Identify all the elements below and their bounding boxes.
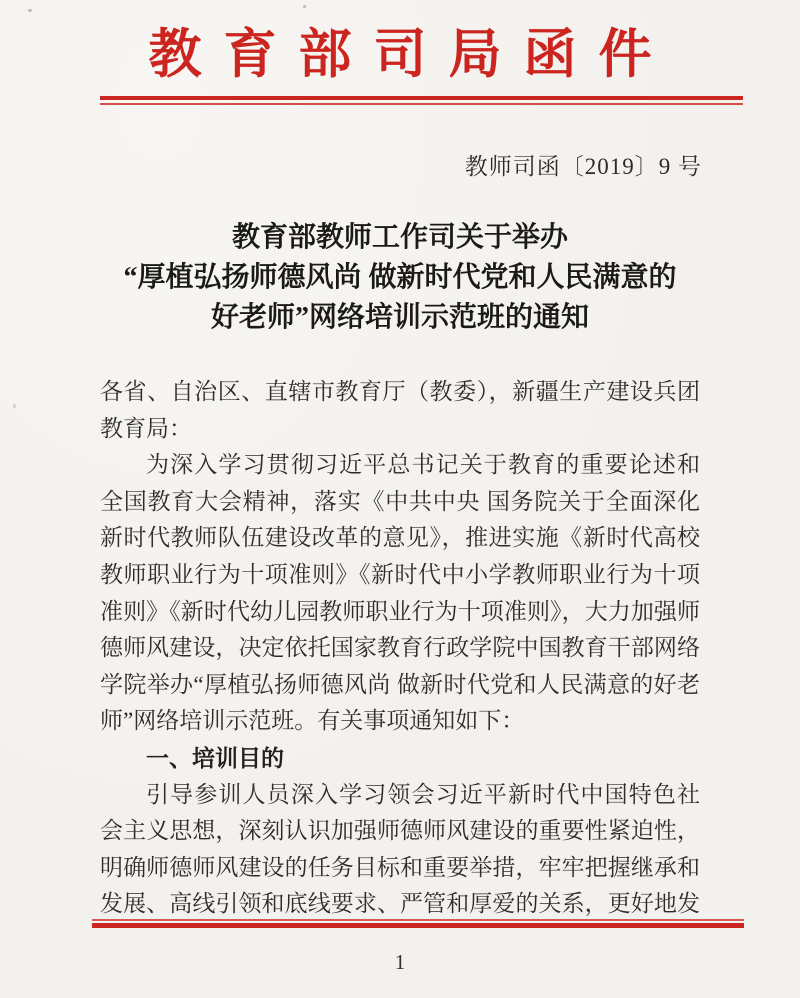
title-line: “厚植弘扬师德风尚 做新时代党和人民满意的	[123, 262, 677, 293]
body-line: 会主义思想，深刻认识加强师德师风建设的重要性紧迫性，	[100, 818, 700, 844]
footer-rule	[92, 919, 744, 928]
footer-rule-thin	[92, 919, 744, 921]
scan-speck	[28, 9, 32, 12]
scan-speck	[303, 5, 306, 8]
body-line: 教师职业行为十项准则》《新时代中小学教师职业行为十项	[100, 561, 700, 587]
body-line: 新时代教师队伍建设改革的意见》，推进实施《新时代高校	[100, 525, 700, 551]
scan-speck	[13, 404, 16, 408]
body-line: 教育局：	[100, 415, 192, 441]
body-line: 全国教育大会精神，落实《中共中央 国务院关于全面深化	[100, 488, 700, 514]
footer-rule-thick	[92, 923, 744, 928]
document-title	[0, 218, 800, 338]
header-rule	[100, 96, 743, 105]
title-line: 好老师”网络培训示范班的通知	[210, 302, 589, 333]
page-number: 1	[394, 950, 406, 974]
body-line: 引导参训人员深入学习领会习近平新时代中国特色社	[146, 781, 700, 807]
section-heading: 一、培训目的	[146, 744, 284, 771]
body-line: 学院举办“厚植弘扬师德风尚 做新时代党和人民满意的好老	[100, 671, 700, 697]
body-line: 各省、自治区、直辖市教育厅（教委），新疆生产建设兵团	[100, 379, 700, 404]
header-rule-thick	[100, 96, 743, 100]
body-line: 为深入学习贯彻习近平总书记关于教育的重要论述和	[146, 452, 700, 478]
body-line: 明确师德师风建设的任务目标和重要举措，牢牢把握继承和	[100, 854, 700, 880]
body-line: 师”网络培训示范班。有关事项通知如下：	[100, 708, 525, 734]
body-line: 德师风建设，决定依托国家教育行政学院中国教育干部网络	[100, 635, 700, 661]
document-body	[100, 374, 700, 923]
body-line: 发展、高线引领和底线要求、严管和厚爱的关系，更好地发	[100, 891, 700, 917]
body-line: 准则》《新时代幼儿园教师职业行为十项准则》，大力加强师	[100, 598, 700, 624]
title-line: 教育部教师工作司关于举办	[231, 222, 568, 253]
document-number: 教师司函〔2019〕9 号	[464, 154, 702, 179]
header-rule-thin	[100, 103, 743, 105]
masthead-title: 教育部司局函件	[148, 26, 674, 84]
